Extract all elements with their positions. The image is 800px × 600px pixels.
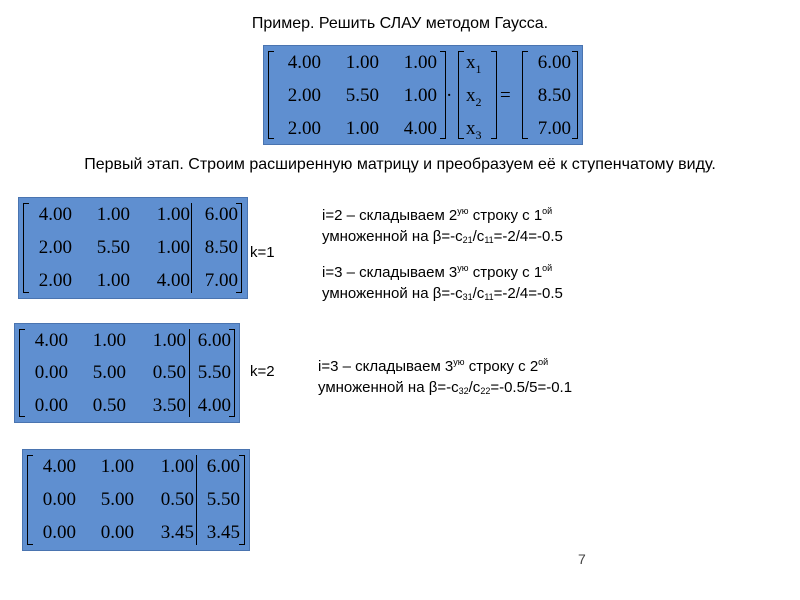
matrix-cell: 1.00 bbox=[160, 456, 194, 477]
matrix-cell: 3.45 bbox=[160, 522, 194, 543]
matrix-cell: 4.00 bbox=[42, 456, 76, 477]
matrix-a-cell: 2.00 bbox=[287, 85, 321, 106]
matrix-cell: 0.00 bbox=[42, 489, 76, 510]
augmented-matrix-2 bbox=[14, 323, 240, 423]
matrix-cell: 0.00 bbox=[100, 522, 134, 543]
matrix-cell: 5.00 bbox=[100, 489, 134, 510]
matrix-a-cell: 1.00 bbox=[403, 52, 437, 73]
matrix-cell: 5.50 bbox=[197, 362, 231, 383]
matrix-cell: 2.00 bbox=[38, 270, 72, 291]
matrix-cell: 1.00 bbox=[92, 330, 126, 351]
matrix-cell: 1.00 bbox=[156, 204, 190, 225]
matrix-a-cell: 2.00 bbox=[287, 118, 321, 139]
matrix-cell: 1.00 bbox=[152, 330, 186, 351]
matrix-cell: 4.00 bbox=[156, 270, 190, 291]
augmented-matrix-1 bbox=[18, 197, 248, 299]
matrix-cell: 7.00 bbox=[204, 270, 238, 291]
k-label-1: k=1 bbox=[250, 244, 275, 261]
matrix-cell: 4.00 bbox=[34, 330, 68, 351]
matrix-cell: 0.50 bbox=[160, 489, 194, 510]
matrix-cell: 6.00 bbox=[206, 456, 240, 477]
note-step-i3-k2: i=3 – складываем $3^{ую}$ строку с $2^{ой}$ умноженной на $\beta=-c_{32}/c_{22}=-0.5/5=-0.1$ bbox=[318, 357, 573, 396]
vector-b-entry: 7.00 bbox=[537, 118, 571, 139]
vector-x-entry: $x_1$ bbox=[466, 52, 482, 76]
matrix-a-cell: 5.50 bbox=[345, 85, 379, 106]
matrix-cell: 4.00 bbox=[38, 204, 72, 225]
slide-title: Пример. Решить СЛАУ методом Гаусса. bbox=[251, 15, 549, 32]
matrix-cell: 8.50 bbox=[204, 237, 238, 258]
matrix-cell: 1.00 bbox=[100, 456, 134, 477]
matrix-cell: 0.00 bbox=[42, 522, 76, 543]
note-step-i3-k1: i=3 – складываем $3^{ую}$ строку с $1^{ой}$ умноженной на $\beta=-c_{31}/c_{11}=-2/4=-0.5$ bbox=[322, 263, 563, 302]
matrix-a-cell: 4.00 bbox=[403, 118, 437, 139]
matrix-cell: 5.50 bbox=[206, 489, 240, 510]
vector-x-entry: $x_3$ bbox=[466, 118, 482, 142]
vector-x-left-bracket bbox=[458, 51, 464, 139]
matrix-cell: 3.50 bbox=[152, 395, 186, 416]
stage-heading: Первый этап. Строим расширенную матрицу и преобразуем её к ступенчатому виду. bbox=[84, 156, 716, 173]
matrix-cell: 0.50 bbox=[152, 362, 186, 383]
matrix-cell: 5.00 bbox=[92, 362, 126, 383]
matrix-cell: 3.45 bbox=[206, 522, 240, 543]
matrix-a-cell: 1.00 bbox=[345, 52, 379, 73]
matrix-cell: 1.00 bbox=[96, 204, 130, 225]
note-step-i2: i=2 – складываем $2^{ую}$ строку с $1^{ой}$ умноженной на $\beta=-c_{21}/c_{11}=-2/4=-0.5$ bbox=[322, 206, 563, 245]
matrix-cell: 2.00 bbox=[38, 237, 72, 258]
matrix-cell: 6.00 bbox=[204, 204, 238, 225]
matrix-a-cell: 4.00 bbox=[287, 52, 321, 73]
vector-b-right-bracket bbox=[572, 51, 578, 139]
matrix-cell: 0.00 bbox=[34, 395, 68, 416]
matrix-cell: 4.00 bbox=[197, 395, 231, 416]
equals-sign: = bbox=[500, 85, 511, 106]
matrix-a-cell: 1.00 bbox=[403, 85, 437, 106]
vector-b-entry: 8.50 bbox=[537, 85, 571, 106]
multiply-dot: · bbox=[446, 85, 453, 106]
vector-b-entry: 6.00 bbox=[537, 52, 571, 73]
matrix-cell: 0.00 bbox=[34, 362, 68, 383]
k-label-2: k=2 bbox=[250, 363, 275, 380]
matrix-cell: 0.50 bbox=[92, 395, 126, 416]
vector-x-entry: $x_2$ bbox=[466, 85, 482, 109]
matrix-cell: 6.00 bbox=[197, 330, 231, 351]
matrix-a-cell: 1.00 bbox=[345, 118, 379, 139]
vector-x-right-bracket bbox=[491, 51, 497, 139]
matrix-cell: 5.50 bbox=[96, 237, 130, 258]
matrix-cell: 1.00 bbox=[96, 270, 130, 291]
matrix-cell: 1.00 bbox=[156, 237, 190, 258]
coefficient-matrix bbox=[263, 45, 583, 145]
page-number: 7 bbox=[578, 551, 586, 567]
augmented-matrix-3 bbox=[22, 449, 250, 551]
